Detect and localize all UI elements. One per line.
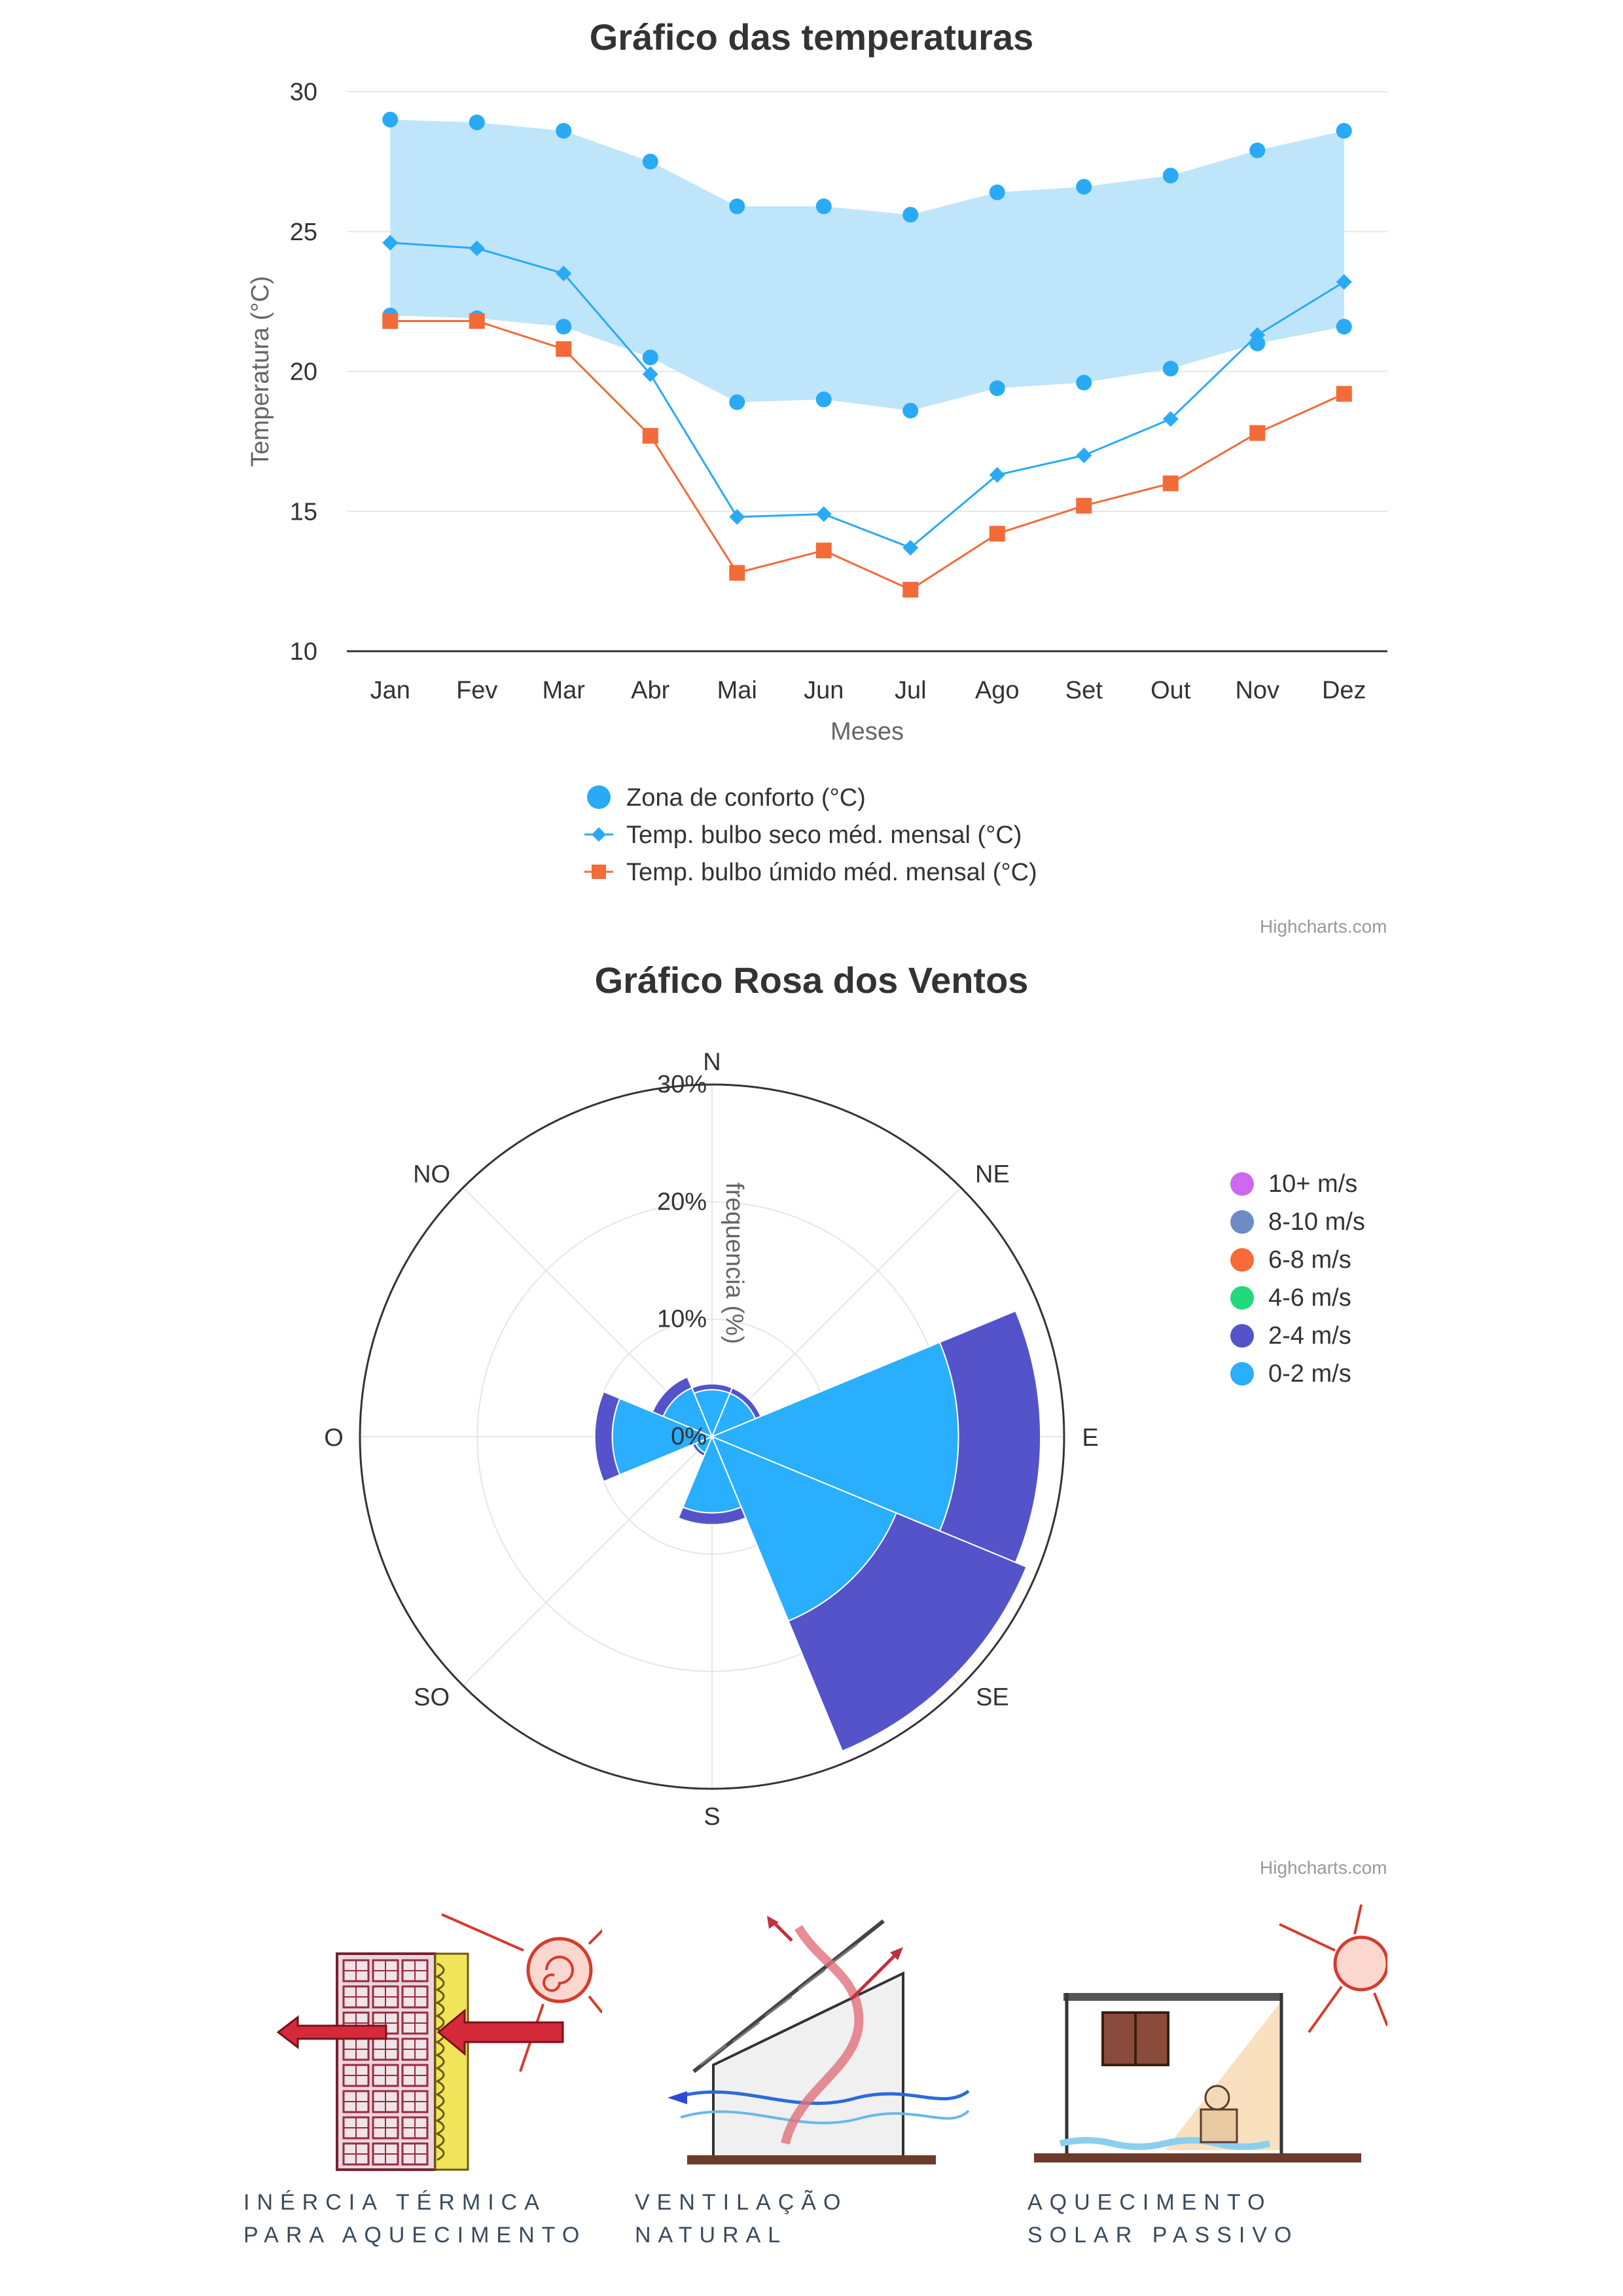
wet-bulb-point	[556, 341, 571, 357]
legend-label: Temp. bulbo úmido méd. mensal (°C)	[626, 859, 1037, 886]
direction-label: S	[704, 1803, 721, 1831]
radial-tick-label: 10%	[656, 1305, 707, 1333]
legend-item[interactable]	[1230, 1241, 1365, 1279]
legend-label: 4-6 m/s	[1268, 1283, 1351, 1312]
comfort-high-point	[643, 154, 658, 170]
legend-label: 10+ m/s	[1268, 1170, 1358, 1198]
brick-wall-icon	[337, 1954, 468, 2170]
comfort-high-point	[990, 185, 1005, 200]
comfort-high-point	[902, 207, 918, 223]
x-tick-label: Mar	[542, 677, 585, 704]
x-tick-label: Jun	[804, 677, 844, 704]
legend-dot	[1230, 1286, 1254, 1310]
temperature-credits[interactable]: Highcharts.com	[1260, 916, 1387, 937]
legend-dot	[1230, 1210, 1254, 1234]
comfort-low-point	[1336, 319, 1352, 334]
wet-bulb-point	[1336, 386, 1352, 402]
legend-label: Zona de conforto (°C)	[626, 784, 866, 812]
x-tick-label: Ago	[974, 677, 1020, 704]
passive-solar-heating-illustration	[1021, 1901, 1387, 2176]
wind-rose-chart	[0, 1021, 1623, 1872]
legend-label: 8-10 m/s	[1268, 1208, 1365, 1236]
legend-item[interactable]	[1230, 1165, 1365, 1203]
wind-rose-title: Gráfico Rosa dos Ventos	[594, 960, 1029, 1001]
caption-line-2: NATURAL	[635, 2223, 788, 2248]
legend-dot	[1230, 1172, 1254, 1196]
caption-passive-solar	[1027, 2186, 1298, 2251]
x-tick-label: Set	[1065, 677, 1103, 704]
legend-label: 2-4 m/s	[1268, 1321, 1351, 1350]
comfort-high-point	[556, 123, 571, 139]
x-axis-title: Meses	[830, 718, 904, 745]
legend-dot	[1230, 1362, 1254, 1386]
x-tick-label: Jan	[370, 677, 410, 704]
y-axis-title: Temperatura (°C)	[247, 276, 274, 467]
legend-item[interactable]	[1230, 1279, 1365, 1317]
comfort-zone-area	[382, 112, 1352, 419]
temperature-chart-title: Gráfico das temperaturas	[589, 16, 1034, 58]
dry-bulb-point	[1076, 448, 1092, 463]
legend-item[interactable]	[1230, 1317, 1365, 1355]
legend-symbol-square	[592, 865, 606, 879]
temperature-chart	[0, 0, 1623, 942]
comfort-high-point	[729, 198, 745, 214]
direction-label: E	[1082, 1424, 1099, 1452]
comfort-low-point	[1076, 375, 1092, 391]
wind-rose-credits[interactable]: Highcharts.com	[1260, 1857, 1387, 1878]
comfort-low-point	[729, 395, 745, 410]
sun-icon	[1279, 1905, 1387, 2032]
radial-tick-label: 20%	[656, 1188, 707, 1216]
direction-label: NO	[413, 1160, 451, 1189]
caption-thermal-inertia	[243, 2186, 586, 2251]
comfort-low-point	[643, 350, 658, 365]
wet-bulb-point	[729, 565, 745, 581]
legend-symbol-diamond	[592, 827, 606, 842]
y-tick-label: 10	[289, 638, 317, 666]
wet-bulb-point	[1249, 425, 1265, 441]
comfort-high-point	[1249, 143, 1265, 158]
direction-label: SO	[414, 1683, 450, 1712]
comfort-low-point	[816, 391, 832, 407]
direction-label: O	[324, 1424, 344, 1452]
y-tick-label: 15	[289, 498, 317, 526]
comfort-low-point	[1163, 361, 1179, 376]
legend-item[interactable]	[1230, 1355, 1365, 1393]
wet-bulb-point	[469, 314, 485, 329]
legend-symbol-comfort	[587, 785, 611, 809]
wet-bulb-point	[990, 526, 1005, 541]
comfort-low-point	[990, 380, 1005, 396]
comfort-low-point	[556, 319, 571, 334]
radial-tick-label: 0%	[671, 1423, 707, 1450]
spoke-gridline	[463, 1437, 712, 1685]
direction-label: N	[703, 1049, 721, 1076]
x-tick-label: Abr	[631, 677, 670, 704]
wet-bulb-point	[816, 543, 832, 558]
dry-bulb-point	[816, 507, 832, 522]
caption-line-2: SOLAR PASSIVO	[1027, 2223, 1299, 2248]
comfort-high-point	[1336, 123, 1352, 139]
x-tick-label: Out	[1150, 677, 1191, 704]
legend-item[interactable]	[1230, 1203, 1365, 1241]
direction-label: NE	[975, 1160, 1010, 1189]
caption-line-1: VENTILAÇÃO	[635, 2190, 848, 2215]
x-tick-label: Fev	[456, 677, 498, 704]
caption-line-1: AQUECIMENTO	[1027, 2190, 1272, 2215]
radial-tick-label: 30%	[656, 1071, 707, 1098]
caption-line-1: INÉRCIA TÉRMICA	[243, 2190, 546, 2215]
radial-axis-title: frequencia (%)	[721, 1182, 748, 1344]
caption-natural-ventilation	[635, 2186, 847, 2251]
y-tick-label: 30	[289, 79, 317, 106]
comfort-high-point	[469, 115, 485, 130]
wet-bulb-point	[382, 314, 398, 329]
wind-rose-legend	[1230, 1165, 1365, 1393]
y-tick-label: 20	[289, 358, 317, 386]
wet-bulb-point	[902, 582, 918, 598]
legend-dot	[1230, 1248, 1254, 1272]
y-tick-label: 25	[289, 218, 317, 246]
comfort-high-point	[816, 198, 832, 214]
wind-rose-bars	[595, 1311, 1041, 1751]
wet-bulb-point	[1076, 498, 1092, 514]
legend-label: 6-8 m/s	[1268, 1246, 1351, 1274]
comfort-high-point	[1076, 179, 1092, 194]
x-tick-label: Nov	[1235, 677, 1280, 704]
wet-bulb-point	[643, 428, 658, 444]
x-tick-label: Mai	[717, 677, 757, 704]
caption-line-2: PARA AQUECIMENTO	[243, 2223, 587, 2248]
temperature-legend	[584, 784, 1037, 886]
legend-label: 0-2 m/s	[1268, 1359, 1351, 1388]
natural-ventilation-illustration	[661, 1901, 975, 2176]
x-tick-label: Dez	[1321, 677, 1366, 704]
wet-bulb-point	[1163, 476, 1179, 492]
x-tick-label: Jul	[894, 677, 927, 704]
legend-label: Temp. bulbo seco méd. mensal (°C)	[626, 821, 1022, 849]
thermal-mass-wall-illustration	[262, 1898, 602, 2193]
legend-dot	[1230, 1324, 1254, 1348]
direction-label: SE	[976, 1683, 1009, 1712]
comfort-high-point	[1163, 168, 1179, 183]
comfort-high-point	[382, 112, 398, 128]
comfort-low-point	[902, 403, 918, 418]
